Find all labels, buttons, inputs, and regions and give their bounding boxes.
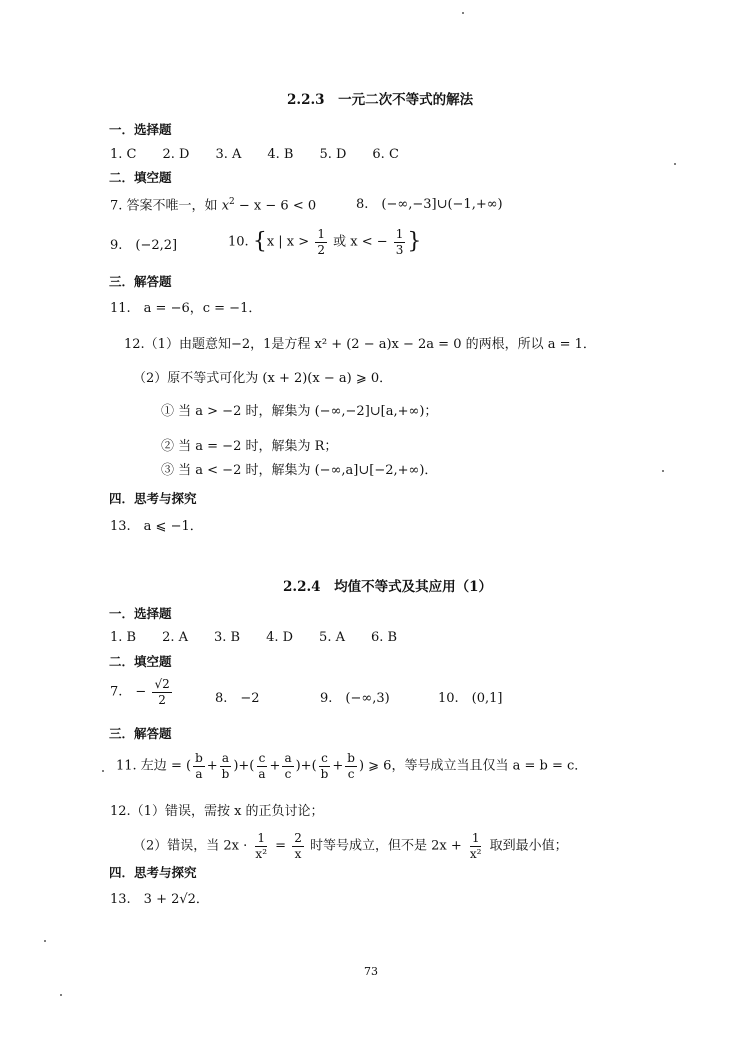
choice-heading: 一．选择题 xyxy=(109,122,172,137)
think-heading: 四．思考与探究 xyxy=(109,491,197,506)
equals-sign: = xyxy=(275,838,287,854)
q13-answer: 13. a ⩽ −1． xyxy=(110,519,203,534)
q9-answer: 9. (−2,2] xyxy=(110,238,178,253)
q10-answer: 10. {x | x > $\frac{1}{2}$ 或 x < − $\frac{1}{3}$ } xyxy=(228,227,422,257)
scan-speck xyxy=(60,994,62,996)
page-number: 73 xyxy=(364,965,378,978)
q7-prefix: 7. 答案不唯一，如 xyxy=(110,198,218,214)
q10-prefix: 10. xyxy=(228,234,249,250)
q12-case3: ③ 当 a < −2 时，解集为 (−∞,a]∪[−2,+∞)． xyxy=(161,463,438,478)
scan-speck xyxy=(102,770,104,772)
q12-part1: 12.（1）错误，需按 x 的正负讨论； xyxy=(110,804,324,819)
fraction-half: $\frac{1}{2}$ xyxy=(317,227,325,257)
think-heading: 四．思考与探究 xyxy=(109,865,197,880)
q12-case1: ① 当 a > −2 时，解集为 (−∞,−2]∪[a,+∞)； xyxy=(161,404,438,419)
q7-expr: − x − 6 < 0 xyxy=(238,198,317,214)
fraction: $\frac{b}{c}$ xyxy=(347,751,355,781)
choice-answers: 1. B 2. A 3. B 4. D 5. A 6. B xyxy=(110,630,398,645)
fraction-sqrt2-over-2: $\frac{√2}{2}$ xyxy=(154,677,170,707)
q10-answer: 10. (0,1] xyxy=(438,691,503,706)
q10-part-b: 或 x < − xyxy=(333,234,388,250)
q11-suffix: ⩾ 6，等号成立当且仅当 a = b = c． xyxy=(368,758,588,774)
fraction: $\frac{a}{c}$ xyxy=(284,751,292,781)
fraction: $\frac{c}{b}$ xyxy=(320,751,329,781)
q7-answer xyxy=(110,678,174,706)
q11-answer: 11. a = −6，c = −1． xyxy=(110,301,262,316)
scan-speck xyxy=(44,940,46,942)
fraction: $\frac{a}{b}$ xyxy=(221,751,230,781)
q12-part2 xyxy=(133,832,568,860)
q10-part-a: x | x > xyxy=(266,234,310,250)
q12-part1: 12.（1）由题意知−2，1是方程 x² + (2 − a)x − 2a = 0 的两根，所以 a = 1． xyxy=(124,337,596,352)
fraction: $\frac{b}{a}$ xyxy=(195,751,203,781)
section-title: 2.2.4 均值不等式及其应用（1） xyxy=(283,579,492,595)
fraction: $\frac{2}{x}$ xyxy=(294,831,302,861)
scan-speck xyxy=(462,12,464,14)
q7-prefix: 7. − xyxy=(110,684,147,700)
scan-speck xyxy=(674,163,676,165)
q7-answer: 7. 答案不唯一，如 $x^2 - x - 6 < 0$ xyxy=(110,197,317,214)
q12-part2-a: （2）错误，当 2x · xyxy=(133,838,248,854)
fill-heading: 二．填空题 xyxy=(109,170,172,185)
answer-heading: 三．解答题 xyxy=(109,274,172,289)
q12-case2: ② 当 a = −2 时，解集为 R； xyxy=(161,439,338,454)
q8-answer: 8. (−∞,−3]∪(−1,+∞) xyxy=(356,197,503,212)
q7-var: x xyxy=(221,198,230,214)
q9-answer: 9. (−∞,3) xyxy=(320,691,390,706)
q8-answer: 8. −2 xyxy=(215,691,260,706)
q12-part2-c: 取到最小值； xyxy=(489,838,568,854)
fraction-third: $\frac{1}{3}$ xyxy=(395,227,404,257)
q12-part2: （2）原不等式可化为 (x + 2)(x − a) ⩾ 0． xyxy=(133,371,393,386)
section-title: 2.2.3 一元二次不等式的解法 xyxy=(287,92,474,108)
fraction: $\frac{1}{\text{x²}}$ xyxy=(255,831,267,861)
q11-prefix: 11. 左边 = xyxy=(116,758,182,774)
q13-answer: 13. 3 + 2√2． xyxy=(110,892,209,907)
answer-heading: 三．解答题 xyxy=(109,726,172,741)
choice-heading: 一．选择题 xyxy=(109,606,172,621)
fraction: $\frac{1}{\text{x²}}$ xyxy=(469,831,482,861)
choice-answers: 1. C 2. D 3. A 4. B 5. D 6. C xyxy=(110,147,399,162)
fill-heading: 二．填空题 xyxy=(109,654,172,669)
scan-speck xyxy=(662,470,664,472)
q11-answer: 11. 左边 = ( $\frac{b}{a}$ + $\frac{a}{b}$ )+( $\frac{c}{a}$ + $\frac{a}{c}$ )+( $\frac{c}{b}$ + $\frac{b}{c}$ ) ⩾ 6，等号成立当且仅当 a = b = c． xyxy=(116,751,588,781)
q12-part2-b: 时等号成立，但不是 2x + xyxy=(309,838,462,854)
fraction: $\frac{c}{a}$ xyxy=(258,751,266,781)
